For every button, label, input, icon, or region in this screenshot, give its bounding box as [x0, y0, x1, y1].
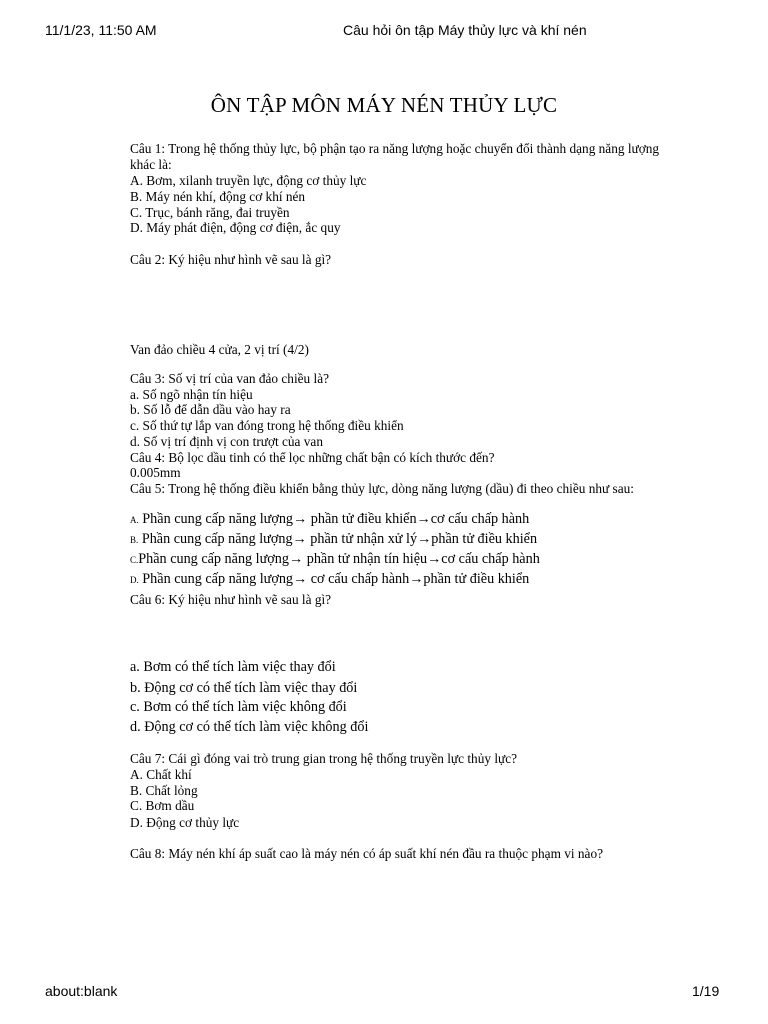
- q7-option-a: A. Chất khí: [130, 767, 192, 782]
- q5-option-a-letter: A.: [130, 515, 139, 525]
- q2-answer: Van đảo chiều 4 cửa, 2 vị trí (4/2): [130, 342, 309, 357]
- q5-option-d: [130, 572, 529, 589]
- question-2: Câu 2: Ký hiệu như hình vẽ sau là gì?: [130, 252, 332, 267]
- q5-option-d-letter: D.: [130, 575, 139, 585]
- q1-option-c: C. Trục, bánh răng, đai truyền: [130, 205, 290, 220]
- print-datetime: 11/1/23, 11:50 AM: [45, 22, 157, 38]
- page-title: ÔN TẬP MÔN MÁY NÉN THỦY LỰC: [210, 93, 558, 117]
- q3-option-c: c. Số thứ tự lắp van đóng trong hệ thống điều khiển: [130, 418, 404, 433]
- q1-option-a: A. Bơm, xilanh truyền lực, động cơ thủy lực: [130, 173, 367, 188]
- page-number: 1/19: [692, 983, 720, 999]
- q4-answer: 0.005mm: [130, 465, 181, 480]
- q6-option-b: b. Động cơ có thể tích làm việc thay đổi: [130, 680, 358, 696]
- q5-option-a: [130, 512, 529, 529]
- q1-option-d: D. Máy phát điện, động cơ điện, ắc quy: [130, 220, 341, 235]
- q5-option-b: [130, 532, 537, 549]
- q5-option-c-text: Phần cung cấp năng lượng→ phần tử nhận tín hiệu→cơ cấu chấp hành: [138, 551, 540, 567]
- q1-option-b: B. Máy nén khí, động cơ khí nén: [130, 189, 306, 204]
- q5-option-d-text: Phần cung cấp năng lượng→ cơ cấu chấp hành→phần tử điều khiển: [142, 571, 530, 587]
- q3-option-a: a. Số ngõ nhận tín hiệu: [130, 387, 253, 402]
- question-1: Câu 1: Trong hệ thống thủy lực, bộ phận tạo ra năng lượng hoặc chuyển đổi thành dạng năng lượng khác là:: [130, 141, 660, 172]
- footer-url: about:blank: [45, 983, 118, 999]
- q3-option-b: b. Số lỗ để dẫn dầu vào hay ra: [130, 402, 291, 417]
- question-8: Câu 8: Máy nén khí áp suất cao là máy nén có áp suất khí nén đầu ra thuộc phạm vi nào?: [130, 846, 604, 861]
- document-header-title: Câu hỏi ôn tập Máy thủy lực và khí nén: [343, 22, 587, 38]
- question-6: Câu 6: Ký hiệu như hình vẽ sau là gì?: [130, 592, 332, 607]
- q6-option-a: a. Bơm có thể tích làm việc thay đổi: [130, 659, 336, 675]
- q7-option-d: D. Động cơ thủy lực: [130, 815, 240, 830]
- q6-option-d: d. Động cơ có thể tích làm việc không đổi: [130, 719, 369, 735]
- q7-option-b: B. Chất lỏng: [130, 783, 198, 798]
- question-5: Câu 5: Trong hệ thống điều khiển bằng thủy lực, dòng năng lượng (dầu) đi theo chiều như sau:: [130, 481, 634, 496]
- q5-option-c: [130, 552, 540, 569]
- question-3: Câu 3: Số vị trí của van đảo chiều là?: [130, 371, 330, 386]
- q5-option-b-letter: B.: [130, 535, 139, 545]
- q5-option-a-text: Phần cung cấp năng lượng→ phần tử điều khiển→cơ cấu chấp hành: [142, 511, 530, 527]
- q5-option-c-letter: C.: [130, 555, 139, 565]
- q7-option-c: C. Bơm dầu: [130, 798, 195, 813]
- q3-option-d: d. Số vị trí định vị con trượt của van: [130, 434, 323, 449]
- q5-option-b-text: Phần cung cấp năng lượng→ phần tử nhận xử lý→phần tử điều khiển: [141, 531, 538, 547]
- q6-option-c: c. Bơm có thể tích làm việc không đổi: [130, 699, 347, 715]
- question-7: Câu 7: Cái gì đóng vai trò trung gian trong hệ thống truyền lực thủy lực?: [130, 751, 518, 766]
- question-4: Câu 4: Bộ lọc dầu tinh có thể lọc những chất bận có kích thước đến?: [130, 450, 495, 465]
